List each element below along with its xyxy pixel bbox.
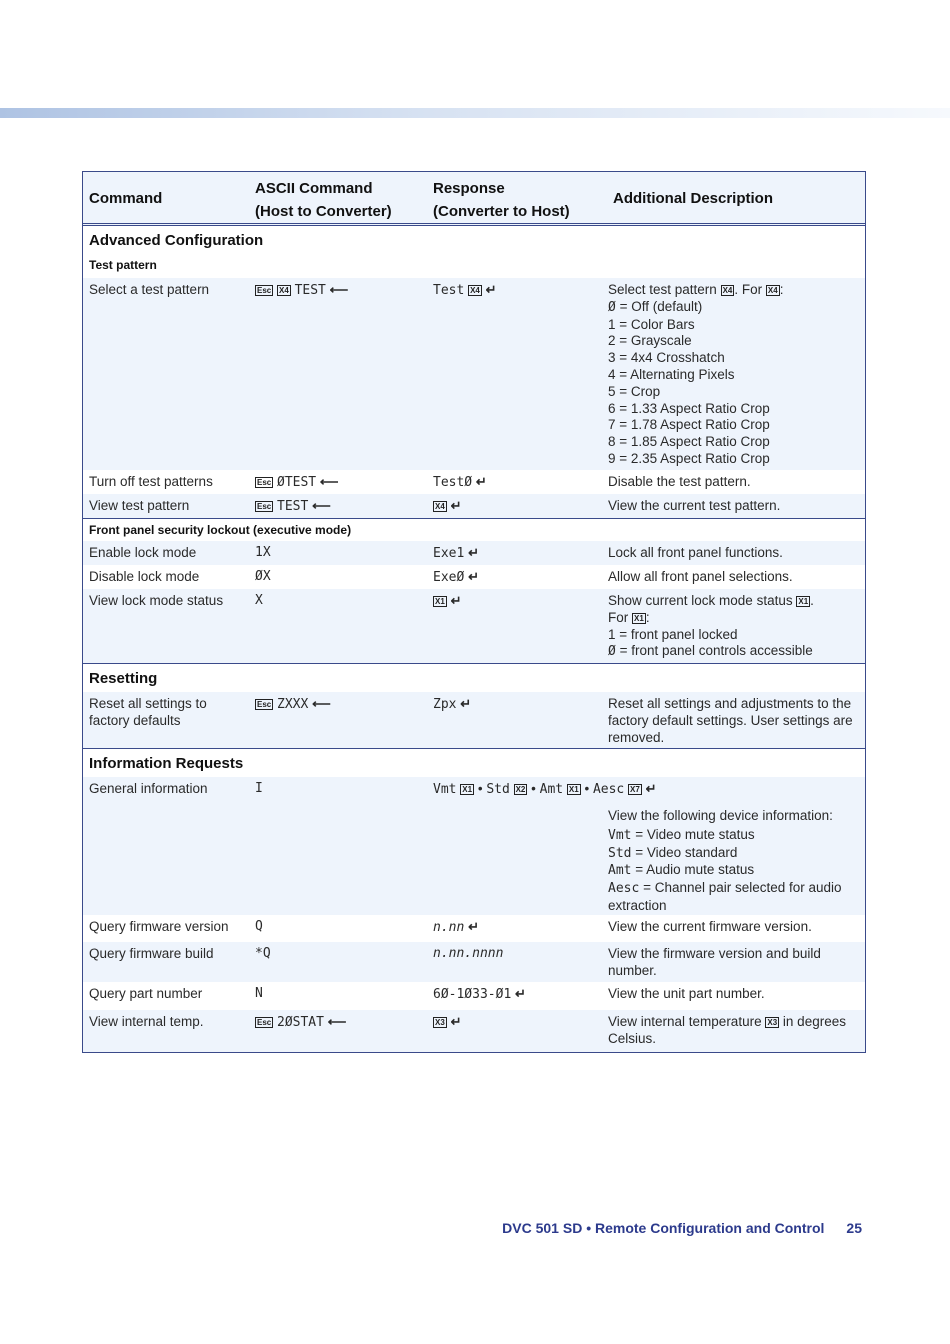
command-cell: Query firmware build <box>89 946 214 961</box>
section-title-advanced: Advanced Configuration <box>89 232 264 249</box>
return-arrow-icon: ↵ <box>450 1014 462 1029</box>
return-arrow-icon: ↵ <box>460 696 472 711</box>
command-cell: Reset all settings to factory defaults <box>89 696 207 728</box>
pattern-option-5: 5 = Crop <box>608 383 661 399</box>
enter-arrow-icon: ⟵ <box>312 696 331 711</box>
section-title-info: Information Requests <box>83 748 865 777</box>
table-row-turn-off <box>83 470 865 494</box>
ascii-cell: I <box>255 781 263 796</box>
pattern-option-4: 4 = Alternating Pixels <box>608 366 735 382</box>
pattern-option-8: 8 = 1.85 Aspect Ratio Crop <box>608 434 770 450</box>
ascii-cell <box>255 696 425 714</box>
table-row-fw-version <box>83 915 865 942</box>
table-row-internal-temp <box>83 1010 865 1052</box>
x4-key-icon: X4 <box>279 286 289 295</box>
return-arrow-icon: ↵ <box>485 282 497 297</box>
section-title-resetting: Resetting <box>83 663 865 692</box>
pattern-option-1: 1 = Color Bars <box>608 316 695 332</box>
response-cell <box>433 1014 608 1031</box>
enter-arrow-icon: ⟵ <box>327 1014 347 1029</box>
header-ascii-line2: (Host to Converter) <box>255 203 392 220</box>
table-row-view-pattern <box>83 494 865 518</box>
pattern-option-6: 6 = 1.33 Aspect Ratio Crop <box>608 400 770 416</box>
description-cell: View the firmware version and build number. <box>608 946 821 978</box>
desc-text: . For <box>734 282 763 297</box>
response-text: TestØ <box>433 475 473 490</box>
description-cell: Show current lock mode status X1 . For X1 : 1 = front panel locked Ø = front panel controls accessible <box>608 593 814 660</box>
response-cell <box>433 569 608 587</box>
description-cell: View the following device information: Vmt = Video mute status Std = Video standard Amt = Audio mute status Aesc = Channel pair selected for audio extraction <box>608 808 842 913</box>
header-description: Additional Description <box>613 190 774 207</box>
response-text: Test <box>433 283 465 298</box>
description-cell: View internal temperature X3 in degrees Celsius. <box>608 1014 846 1046</box>
table-row-reset <box>83 692 865 748</box>
response-cell <box>433 545 608 563</box>
table-row-select-pattern <box>83 278 865 470</box>
page-footer <box>502 1220 862 1236</box>
esc-key-icon: Esc <box>257 700 272 709</box>
command-cell: View internal temp. <box>89 1014 204 1029</box>
return-arrow-icon: ↵ <box>645 781 657 796</box>
ascii-cell: X <box>255 593 263 608</box>
x1-key-icon: X1 <box>462 785 473 794</box>
header-response <box>433 177 608 223</box>
ascii-text: TEST <box>277 499 309 514</box>
command-table <box>82 171 866 1053</box>
ascii-cell <box>255 498 425 516</box>
command-cell: View test pattern <box>89 498 190 513</box>
description-cell <box>608 282 858 468</box>
x1-key-icon: X1 <box>435 597 445 606</box>
esc-key-icon: Esc <box>257 502 272 511</box>
command-cell: View lock mode status <box>89 593 224 608</box>
return-arrow-icon: ↵ <box>468 545 479 560</box>
response-cell <box>433 696 608 714</box>
enter-arrow-icon: ⟵ <box>319 474 339 489</box>
command-cell: Enable lock mode <box>89 545 197 560</box>
x3-key-icon: X3 <box>767 1018 778 1027</box>
esc-key-icon: Esc <box>257 478 272 487</box>
pattern-option-2: 2 = Grayscale <box>608 333 692 349</box>
page-number: 25 <box>846 1220 862 1236</box>
description-cell: Disable the test pattern. <box>608 474 751 489</box>
command-cell: Disable lock mode <box>89 569 200 584</box>
description-cell: View the unit part number. <box>608 986 765 1001</box>
pattern-option-0: Ø = Off (default) <box>608 298 703 315</box>
ascii-cell: ØX <box>255 569 271 584</box>
header-ascii-line1: ASCII Command <box>255 180 373 197</box>
description-cell: View the current firmware version. <box>608 919 812 934</box>
description-cell: Reset all settings and adjustments to the factory default settings. User settings are removed. <box>608 696 853 745</box>
return-arrow-icon: ↵ <box>475 474 487 489</box>
return-arrow-icon: ↵ <box>468 919 479 934</box>
header-response-line2: (Converter to Host) <box>433 203 570 220</box>
x2-key-icon: X2 <box>515 785 526 794</box>
response-cell <box>433 498 608 515</box>
table-header <box>83 172 865 226</box>
return-arrow-icon: ↵ <box>450 498 462 513</box>
description-cell: Lock all front panel functions. <box>608 545 783 560</box>
ascii-text: ZXXX <box>277 697 309 712</box>
x4-key-icon: X4 <box>767 286 778 295</box>
desc-text: Select test pattern <box>608 282 717 297</box>
table-row-fw-build <box>83 942 865 982</box>
response-cell: n.nn.nnnn <box>433 946 504 961</box>
enter-arrow-icon: ⟵ <box>329 282 349 297</box>
ascii-cell: 1X <box>255 545 271 560</box>
ascii-cell: *Q <box>255 946 271 961</box>
response-cell <box>433 474 608 492</box>
footer-title: DVC 501 SD • Remote Configuration and Control <box>502 1220 825 1236</box>
ascii-cell: Q <box>255 919 263 934</box>
header-gradient-bar <box>0 108 950 118</box>
ascii-cell <box>255 474 425 492</box>
x1-key-icon: X1 <box>634 613 644 623</box>
command-cell: Query part number <box>89 986 203 1001</box>
esc-key-icon: Esc <box>257 286 272 295</box>
x3-key-icon: X3 <box>435 1018 445 1027</box>
ascii-text: TEST <box>294 283 326 298</box>
response-text: n.nn <box>433 920 465 935</box>
subsection-lockout: Front panel security lockout (executive mode) <box>83 518 865 541</box>
ascii-cell: N <box>255 986 263 1001</box>
return-arrow-icon: ↵ <box>468 569 479 584</box>
x4-key-icon: X4 <box>470 286 480 295</box>
response-cell <box>433 593 608 610</box>
table-row-general-info <box>83 777 865 915</box>
pattern-option-7: 7 = 1.78 Aspect Ratio Crop <box>608 417 770 433</box>
response-cell <box>433 986 608 1004</box>
response-cell <box>433 919 608 937</box>
ascii-text: ØTEST <box>277 475 317 490</box>
header-command: Command <box>89 190 163 207</box>
response-cell <box>433 282 608 300</box>
x1-key-icon: X1 <box>568 785 579 794</box>
command-cell: Select a test pattern <box>89 282 210 297</box>
enter-arrow-icon: ⟵ <box>312 498 331 513</box>
command-cell: Turn off test patterns <box>89 474 213 489</box>
response-text: Exe1 <box>433 546 465 561</box>
description-cell: Allow all front panel selections. <box>608 569 793 584</box>
desc-text: : <box>779 282 784 297</box>
description-cell: View the current test pattern. <box>608 498 781 513</box>
response-cell: Vmt X1 • Std X2 • Amt X1 • Aesc X7 ↵ <box>433 781 657 797</box>
ascii-text: 2ØSTAT <box>277 1015 324 1030</box>
subsection-test-pattern: Test pattern <box>89 258 157 272</box>
response-text: Zpx <box>433 697 457 712</box>
return-arrow-icon: ↵ <box>450 593 462 608</box>
pattern-option-9: 9 = 2.35 Aspect Ratio Crop <box>608 450 770 466</box>
x1-key-icon: X1 <box>798 597 809 606</box>
esc-key-icon: Esc <box>257 1018 272 1027</box>
x4-key-icon: X4 <box>435 502 445 511</box>
command-cell: Query firmware version <box>89 919 229 934</box>
x4-key-icon: X4 <box>722 286 733 295</box>
header-response-line1: Response <box>433 180 505 197</box>
ascii-cell <box>255 282 425 300</box>
table-row-lock-status <box>83 589 865 663</box>
ascii-cell <box>255 1014 425 1032</box>
command-cell: General information <box>89 781 208 796</box>
table-row-disable-lock <box>83 565 865 589</box>
table-row-part-number <box>83 982 865 1010</box>
return-arrow-icon: ↵ <box>515 986 526 1001</box>
pattern-option-3: 3 = 4x4 Crosshatch <box>608 350 725 366</box>
header-ascii-command <box>255 177 425 223</box>
response-text: ExeØ <box>433 570 465 585</box>
table-row-enable-lock <box>83 541 865 565</box>
response-text: 6Ø-1Ø33-Ø1 <box>433 987 512 1002</box>
x7-key-icon: X7 <box>630 785 640 794</box>
